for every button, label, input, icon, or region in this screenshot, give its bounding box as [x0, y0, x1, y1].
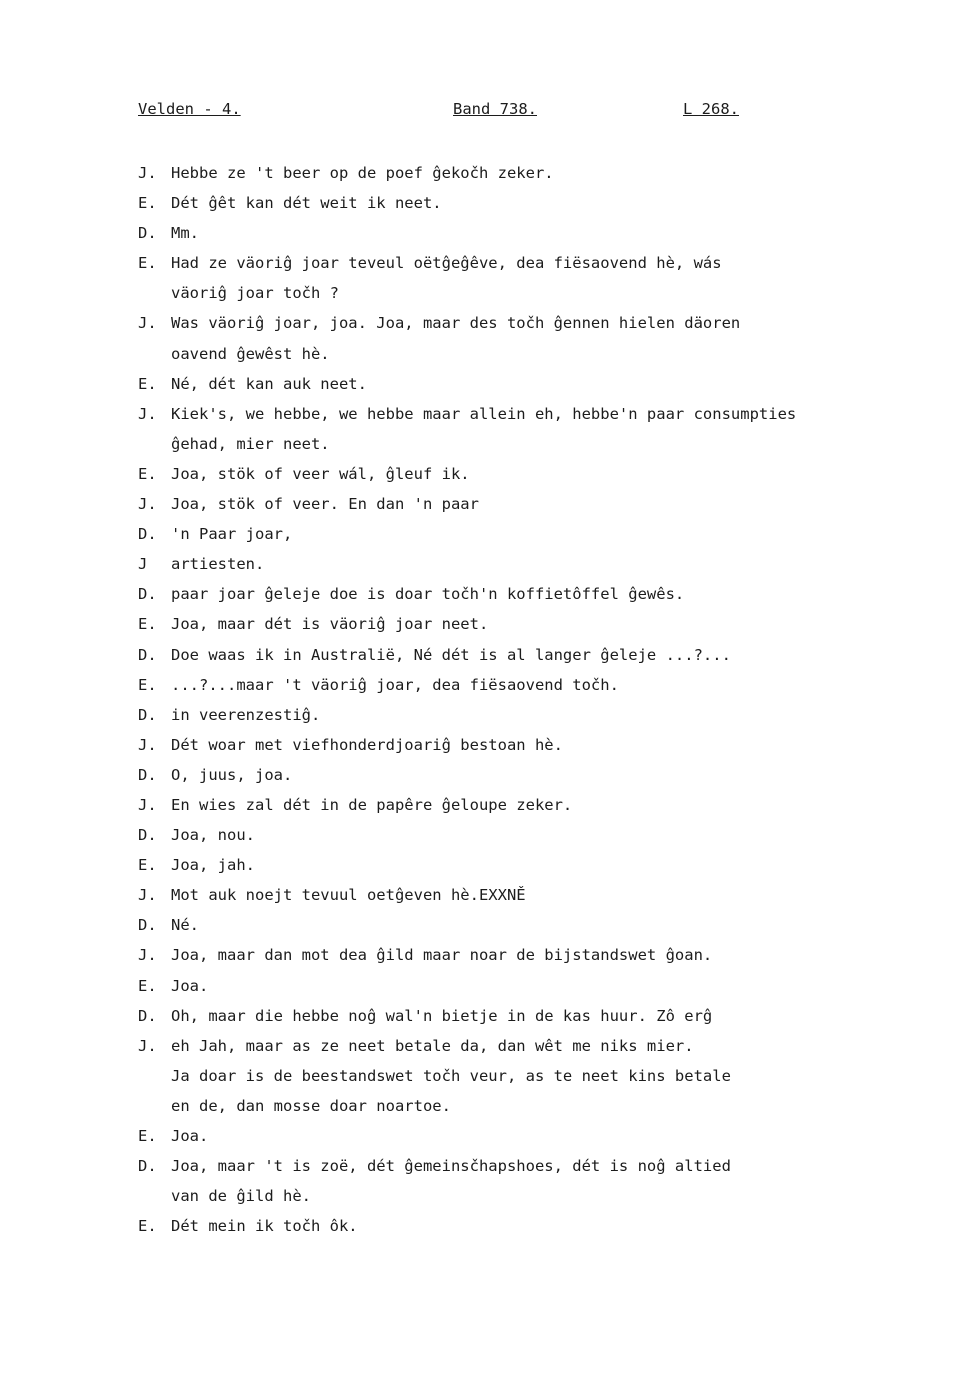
speaker-label: J.	[138, 1036, 157, 1055]
speaker-label: J	[138, 555, 148, 574]
dialogue-line	[138, 372, 938, 402]
utterance-text: Doe waas ik in Australië, Né dét is al langer ĝeleje ...?...	[171, 645, 731, 664]
dialogue-line	[138, 974, 938, 1004]
speaker-label: J.	[138, 164, 157, 182]
dialogue-continuation-line	[138, 432, 938, 462]
utterance-text: Joa.	[171, 1127, 209, 1145]
dialogue-line	[138, 643, 938, 673]
dialogue-continuation-line	[138, 281, 938, 311]
utterance-text: Ja doar is de beestandswet točh veur, as te neet kins betale	[171, 1066, 731, 1085]
page-header	[0, 100, 979, 124]
dialogue-line	[138, 221, 938, 251]
page-number-label: L 268.	[683, 100, 739, 118]
dialogue-line	[138, 1004, 938, 1034]
dialogue-line	[138, 733, 938, 763]
dialogue-line	[138, 492, 938, 522]
dialogue-line	[138, 522, 938, 552]
utterance-text: Dét woar met viefhonderdjoariĝ bestoan hè.	[171, 735, 563, 754]
speaker-label: D.	[138, 525, 157, 544]
speaker-label: J.	[138, 795, 157, 814]
utterance-text: Joa, stök of veer. En dan 'n paar	[171, 495, 479, 514]
dialogue-line	[138, 402, 938, 432]
utterance-text: Joa, maar 't is zoë, dét ĝemeinsčhapshoes, dét is noĝ altied	[171, 1157, 731, 1176]
dialogue-line	[138, 191, 938, 221]
speaker-label: E.	[138, 1217, 157, 1236]
dialogue-line	[138, 161, 938, 191]
dialogue-line	[138, 673, 938, 703]
utterance-text: eh Jah, maar as ze neet betale da, dan wêt me niks mier.	[171, 1036, 694, 1055]
utterance-text: Né, dét kan auk neet.	[171, 374, 367, 393]
speaker-label: D.	[138, 765, 157, 784]
utterance-text: Dét ĝêt kan dét weit ik neet.	[171, 194, 442, 213]
speaker-label: J.	[138, 946, 157, 965]
utterance-text: Joa, jah.	[171, 856, 255, 875]
dialogue-line	[138, 1124, 938, 1154]
dialogue-line	[138, 1154, 938, 1184]
dialogue-line	[138, 612, 938, 642]
speaker-label: E.	[138, 675, 157, 694]
dialogue-line	[138, 1214, 938, 1244]
utterance-text: Joa, maar dan mot dea ĝild maar noar de bijstandswet ĝoan.	[171, 946, 713, 965]
utterance-text: Was väoriĝ joar, joa. Joa, maar des točh ĝennen hielen däoren	[171, 314, 741, 333]
speaker-label: E.	[138, 374, 157, 393]
dialogue-continuation-line	[138, 1184, 938, 1214]
dialogue-continuation-line	[138, 1064, 938, 1094]
utterance-text: 'n Paar joar,	[171, 525, 293, 544]
speaker-label: E.	[138, 615, 157, 634]
utterance-text: Né.	[171, 916, 199, 935]
dialogue-line	[138, 883, 938, 913]
speaker-label: E.	[138, 194, 157, 213]
utterance-text: van de ĝild hè.	[171, 1187, 311, 1206]
utterance-text: paar joar ĝeleje doe is doar točh'n koffietôffel ĝewês.	[171, 585, 685, 604]
utterance-text: Had ze väoriĝ joar teveul oëtĝeĝêve, dea fiësaovend hè, wás	[171, 254, 722, 273]
speaker-label: D.	[138, 585, 157, 604]
utterance-text: Joa, stök of veer wál, ĝleuf ik.	[171, 464, 470, 483]
speaker-label: E.	[138, 856, 157, 875]
speaker-label: D.	[138, 645, 157, 664]
dialogue-line	[138, 582, 938, 612]
dialogue-line	[138, 311, 938, 341]
speaker-label: D.	[138, 916, 157, 935]
transcript	[138, 161, 938, 1244]
utterance-text: in veerenzestiĝ.	[171, 705, 321, 724]
utterance-text: oavend ĝewêst hè.	[171, 344, 330, 363]
speaker-label: E.	[138, 254, 157, 273]
speaker-label: D.	[138, 1157, 157, 1176]
speaker-label: E.	[138, 464, 157, 483]
dialogue-line	[138, 462, 938, 492]
location-label: Velden - 4.	[138, 100, 241, 118]
utterance-text: ...?...maar 't väoriĝ joar, dea fiësaovend točh.	[171, 675, 619, 694]
utterance-text: ĝehad, mier neet.	[171, 434, 330, 453]
utterance-text: en de, dan mosse doar noartoe.	[171, 1096, 451, 1115]
utterance-text: O, juus, joa.	[171, 765, 293, 784]
speaker-label: D.	[138, 705, 157, 724]
utterance-text: Dét mein ik točh ôk.	[171, 1217, 358, 1236]
utterance-text: En wies zal dét in de papêre ĝeloupe zeker.	[171, 795, 573, 814]
speaker-label: J.	[138, 495, 157, 514]
utterance-text: Oh, maar die hebbe noĝ wal'n bietje in de kas huur. Zô erĝ	[171, 1006, 713, 1025]
dialogue-line	[138, 943, 938, 973]
utterance-text: väoriĝ joar točh ?	[171, 284, 339, 303]
utterance-text: Joa, nou.	[171, 826, 255, 845]
tape-number-label: Band 738.	[453, 100, 537, 118]
utterance-text: artiesten.	[171, 555, 265, 574]
speaker-label: J.	[138, 314, 157, 333]
utterance-text: Joa, maar dét is väoriĝ joar neet.	[171, 615, 489, 634]
dialogue-line	[138, 552, 938, 582]
speaker-label: D.	[138, 224, 157, 243]
utterance-text: Mot auk noejt tevuul oetĝeven hè.EXXNĚ	[171, 886, 526, 905]
dialogue-line	[138, 703, 938, 733]
speaker-label: J.	[138, 404, 157, 423]
dialogue-line	[138, 913, 938, 943]
dialogue-line	[138, 853, 938, 883]
speaker-label: E.	[138, 1127, 157, 1145]
dialogue-line	[138, 1034, 938, 1064]
speaker-label: D.	[138, 826, 157, 845]
utterance-text: Joa.	[171, 976, 209, 995]
speaker-label: J.	[138, 886, 157, 905]
dialogue-line	[138, 793, 938, 823]
dialogue-line	[138, 823, 938, 853]
utterance-text: Hebbe ze 't beer op de poef ĝekočh zeker.	[171, 164, 554, 182]
utterance-text: Mm.	[171, 224, 199, 243]
dialogue-line	[138, 763, 938, 793]
speaker-label: E.	[138, 976, 157, 995]
speaker-label: J.	[138, 735, 157, 754]
dialogue-continuation-line	[138, 342, 938, 372]
dialogue-line	[138, 251, 938, 281]
dialogue-continuation-line	[138, 1094, 938, 1124]
speaker-label: D.	[138, 1006, 157, 1025]
utterance-text: Kiek's, we hebbe, we hebbe maar allein eh, hebbe'n paar consumpties	[171, 404, 797, 423]
